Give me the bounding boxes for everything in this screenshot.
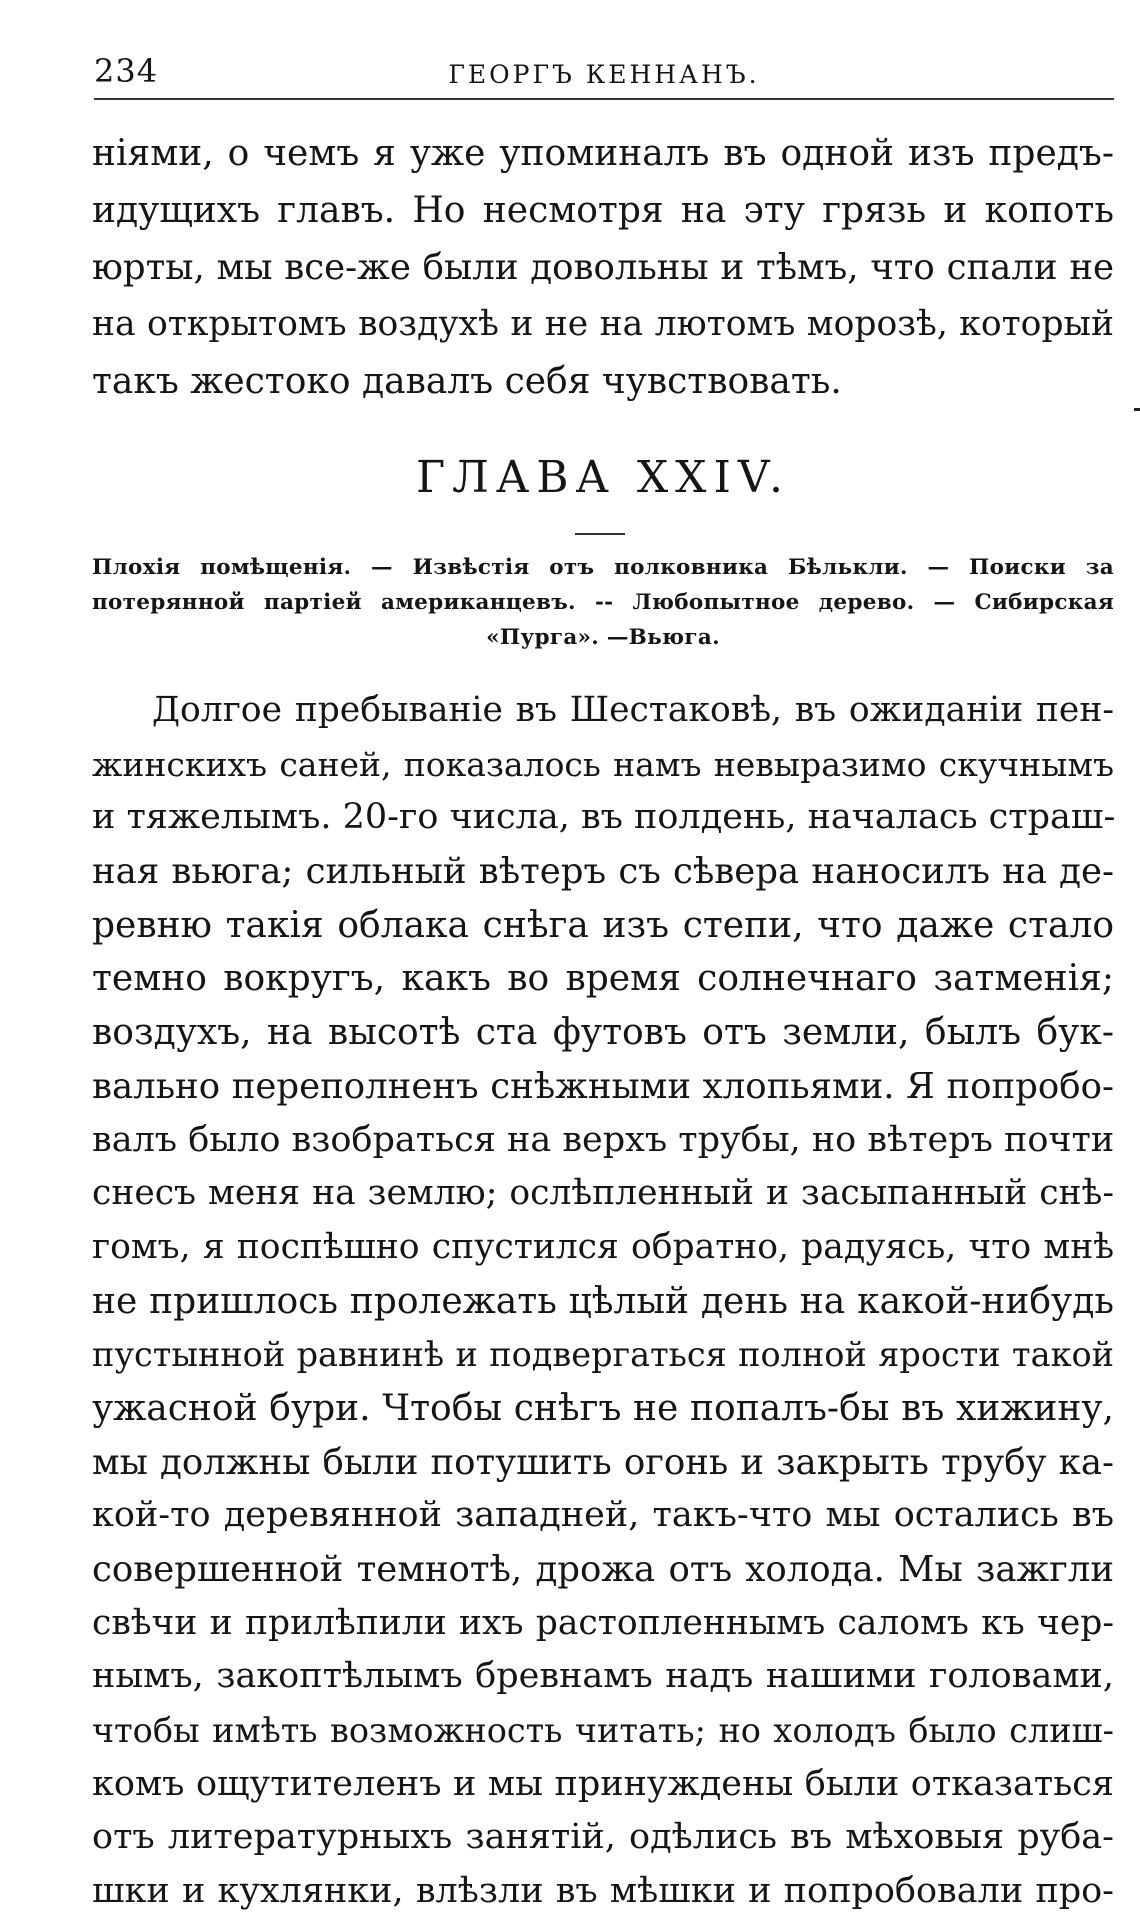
text-line: ніями, о чемъ я уже упоминалъ въ одной изъ предъ- <box>92 133 1114 174</box>
text-line: воздухъ, на высотѣ ста футовъ отъ земли, былъ бук- <box>92 1012 1114 1054</box>
text-line: гомъ, я поспѣшно спустился обратно, радуясь, что мнѣ <box>92 1226 1114 1267</box>
text-line: на открытомъ воздухѣ и не на лютомъ морозѣ, который <box>92 304 1114 344</box>
chapter-title: ГЛАВА XXIV. <box>416 452 790 503</box>
text-line: свѣчи и прилѣпили ихъ растопленнымъ саломъ къ чер- <box>92 1602 1114 1643</box>
chapter-summary <box>92 550 1114 655</box>
text-line: чтобы имѣть возможность читать; но холодъ было слиш- <box>92 1711 1114 1751</box>
text-line: комъ ощутителенъ и мы принуждены были отказаться <box>92 1763 1114 1804</box>
text-line: юрты, мы все-же были довольны и тѣмъ, что спали не <box>92 247 1114 288</box>
text-line: кой-то деревянной западней, такъ-что мы остались въ <box>92 1495 1114 1536</box>
text-line: отъ литературныхъ занятій, одѣлись въ мѣховыя руба- <box>92 1817 1114 1858</box>
text-line: вально переполненъ снѣжными хлопьями. Я попробо- <box>92 1065 1114 1107</box>
summary-line: Плохія помѣщенія. — Извѣстія отъ полковника Бѣлькли. — Поиски за <box>92 555 1114 580</box>
text-line: мы должны были потушить огонь и закрыть трубу ка- <box>92 1441 1114 1483</box>
text-line: пустынной равнинѣ и подвергаться полной ярости такой <box>92 1335 1114 1375</box>
text-line: совершенной темнотѣ, дрожа отъ холода. Мы зажгли <box>92 1549 1114 1590</box>
body-paragraph <box>92 684 1114 1919</box>
text-line: не пришлось пролежать цѣлый день на какой-нибудь <box>92 1280 1114 1322</box>
chapter-rule <box>575 533 625 535</box>
page-header <box>94 48 1114 102</box>
text-line: снесъ меня на землю; ослѣпленный и засыпанный снѣ- <box>92 1173 1114 1214</box>
text-line: шки и кухлянки, влѣзли въ мѣшки и попробовали про- <box>92 1871 1114 1912</box>
running-title: ГЕОРГЪ КЕННАНЪ. <box>448 60 760 89</box>
intro-paragraph <box>92 125 1114 410</box>
text-line: ная вьюга; сильный вѣтеръ съ сѣвера наносилъ на де- <box>92 851 1114 893</box>
summary-line: потерянной партіей американцевъ. -- Любопытное дерево. — Сибирская <box>92 590 1114 615</box>
text-line: ужасной бури. Чтобы снѣгъ не попалъ-бы въ хижину, <box>92 1387 1114 1429</box>
header-rule <box>94 98 1114 100</box>
text-line: и тяжелымъ. 20-го числа, въ полдень, началась страш- <box>92 797 1116 838</box>
text-line: такъ жестоко давалъ себя чувствовать. <box>92 361 842 402</box>
margin-mark <box>1134 408 1140 411</box>
text-line: ревню такія облака снѣга изъ степи, что даже стало <box>92 904 1114 946</box>
summary-line: «Пурга». —Вьюга. <box>486 625 720 650</box>
text-line: идущихъ главъ. Но несмотря на эту грязь и копоть <box>92 190 1114 231</box>
text-line: нымъ, закоптѣлымъ бревнамъ надъ нашими головами, <box>92 1656 1114 1697</box>
text-line: темно вокругъ, какъ во время солнечнаго затменія; <box>92 958 1114 1000</box>
text-line: валъ было взобраться на верхъ трубы, но вѣтеръ почти <box>92 1119 1115 1160</box>
text-line: Долгое пребываніе въ Шестаковѣ, въ ожиданіи пен- <box>152 690 1114 730</box>
text-line: жинскихъ саней, показалось намъ невыразимо скучнымъ <box>92 744 1114 784</box>
page-number: 234 <box>94 52 159 90</box>
